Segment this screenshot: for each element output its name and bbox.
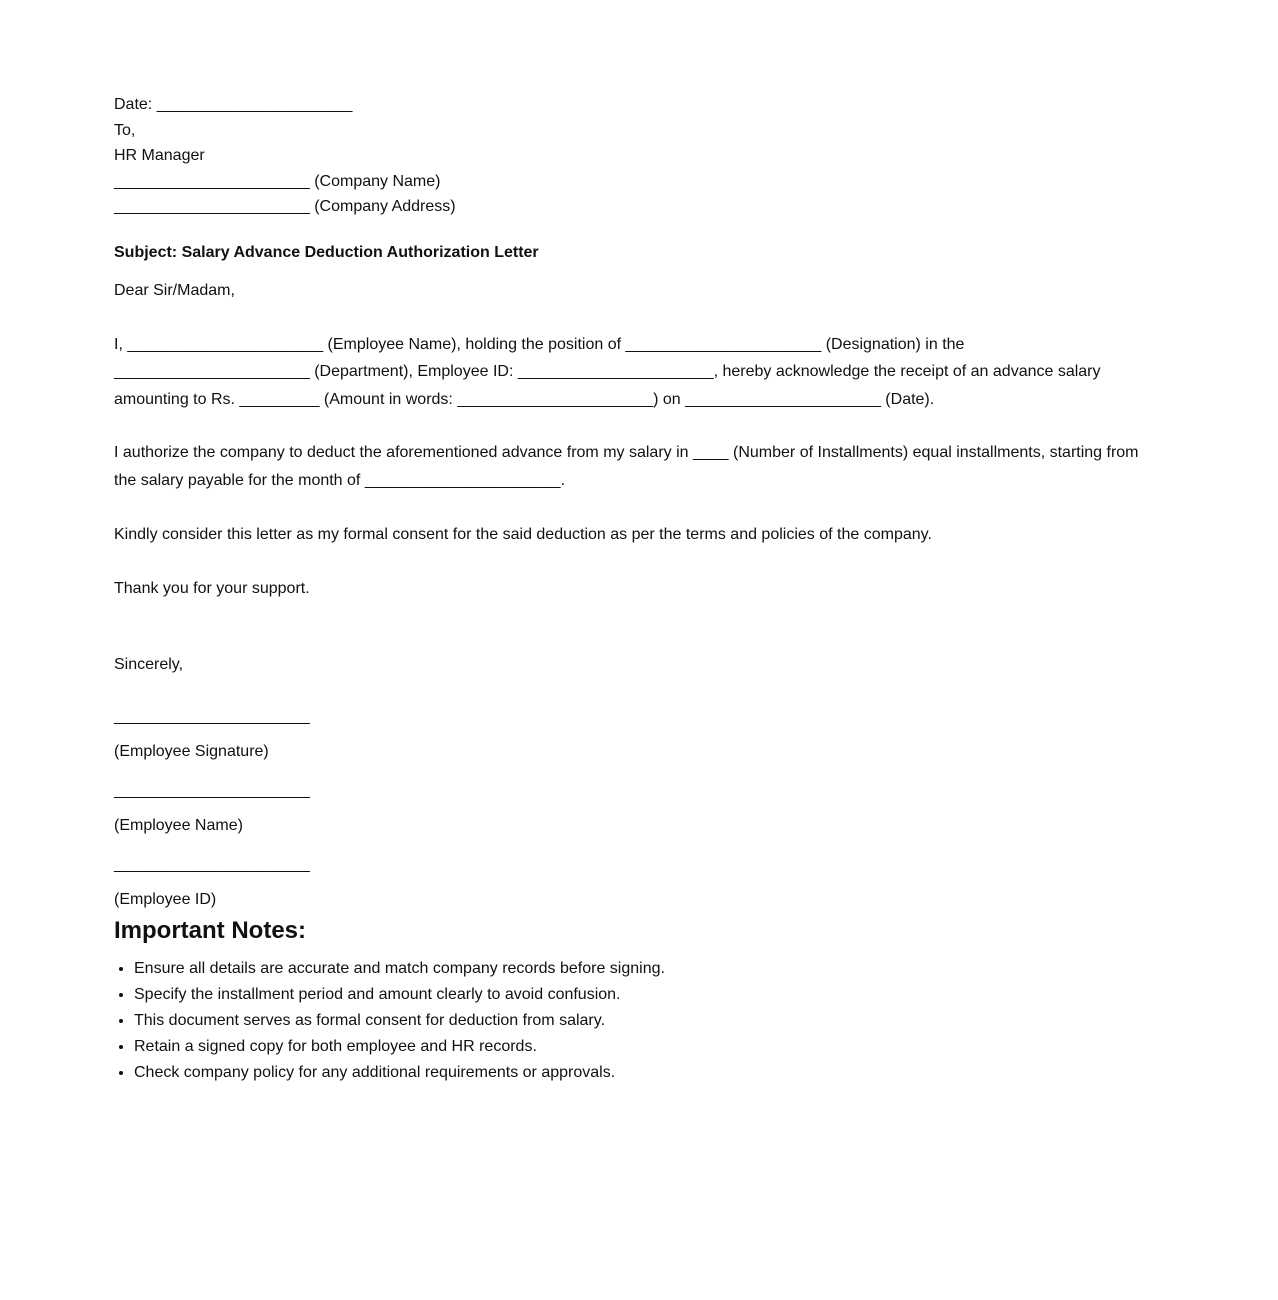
closing: Sincerely, [114,656,184,673]
note-item: • Check company policy for any additional requirements or approvals. [134,1060,1154,1086]
recipient-line: HR Manager [114,147,205,164]
company-address-line: ______________________ (Company Address) [114,198,456,215]
employee-id-blank: ______________________ [114,856,310,873]
note-item: • This document serves as formal consent for deduction from salary. [134,1008,1154,1034]
notes-list [114,956,1154,1086]
employee-name-caption: (Employee Name) [114,817,243,834]
subject-line: Subject: Salary Advance Deduction Authorization Letter [114,243,539,261]
signature-caption: (Employee Signature) [114,743,269,760]
salutation: Dear Sir/Madam, [114,281,235,299]
acknowledgement-paragraph: I, ______________________ (Employee Name), holding the position of ______________________ (Designation) in the ______________________ (Department), Employee ID: ______________________, hereby acknowledge the receipt of an advance salary amounting to Rs. _________ (Amount in words: ______________________) on ______________________ (Date). [114,335,1101,408]
to-line: To, [114,121,136,139]
thanks-paragraph: Thank you for your support. [114,579,310,597]
signature-block [114,704,1154,912]
employee-id-caption: (Employee ID) [114,891,217,908]
notes-heading: Important Notes: [114,917,306,944]
consent-paragraph: Kindly consider this letter as my formal consent for the said deduction as per the terms and policies of the company. [114,526,932,543]
note-item: • Specify the installment period and amount clearly to avoid confusion. [134,982,1154,1008]
employee-name-blank: ______________________ [114,782,310,799]
authorization-paragraph: I authorize the company to deduct the aforementioned advance from my salary in ____ (Number of Installments) equal installments, starting from the salary payable for the month of ______________________. [114,444,1139,489]
signature-blank: ______________________ [114,708,310,725]
date-line: Date: ______________________ [114,96,353,113]
letter-document [114,92,1154,1086]
company-name-line: ______________________ (Company Name) [114,172,441,190]
note-item: • Retain a signed copy for both employee and HR records. [134,1034,1154,1060]
note-item: • Ensure all details are accurate and match company records before signing. [134,956,1154,982]
